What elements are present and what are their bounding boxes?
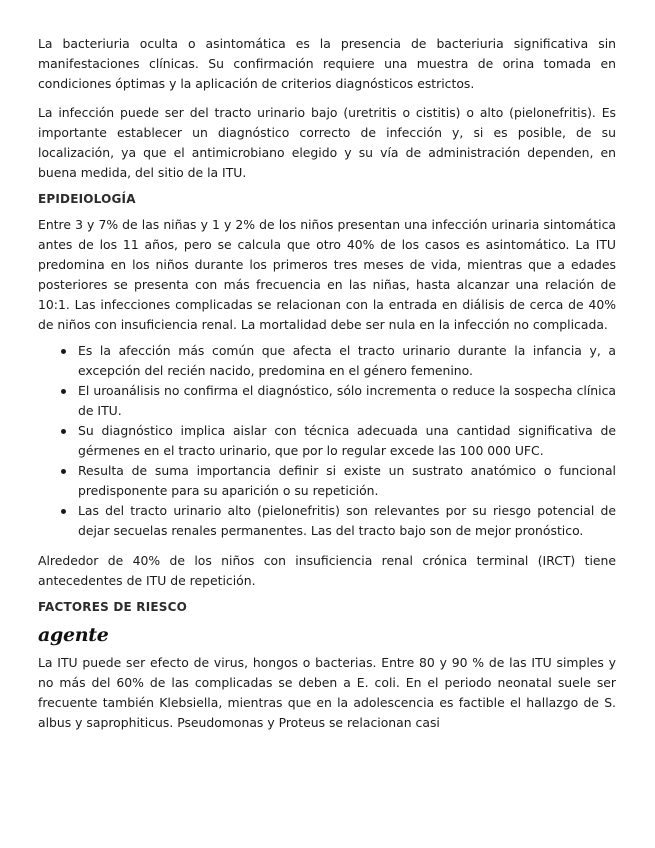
bullet-list (38, 341, 616, 541)
list-item (38, 421, 616, 461)
list-item-text: Su diagnóstico implica aislar con técnica adecuada una cantidad significativa de gérmenes en el tracto urinario, que por lo regular excede las 100 000 UFC. (78, 423, 616, 458)
list-item (38, 381, 616, 421)
list-item (38, 341, 616, 381)
bullet-icon (61, 349, 66, 354)
paragraph-agente: La ITU puede ser efecto de virus, hongos o bacterias. Entre 80 y 90 % de las ITU simples y no más del 60% de las complicadas se deben a E. coli. En el periodo neonatal suele ser frecuente también Klebsiella, mientras que en la adolescencia es factible el hallazgo de S. albus y saprophiticus. Pseudomonas y Proteus se relacionan casi (38, 655, 616, 730)
paragraph-epidemiologia: Entre 3 y 7% de las niñas y 1 y 2% de los niños presentan una infección urinaria sintomática antes de los 11 años, pero se calcula que otro 40% de los casos es asintomático. La ITU predomina en los niños durante los primeros tres meses de vida, mientras que a edades posteriores se presenta con más frecuencia en las niñas, hasta alcanzar una relación de 10:1. Las infecciones complicadas se relacionan con la entrada en diálisis de cerca de 40% de niños con insuficiencia renal. La mortalidad debe ser nula en la infección no complicada. (38, 217, 616, 332)
paragraph-infeccion: La infección puede ser del tracto urinario bajo (uretritis o cistitis) o alto (pielonefritis). Es importante establecer un diagnóstico correcto de infección y, si es posible, de su localización, ya que el antimicrobiano elegido y su vía de administración dependen, en buena medida, del sitio de la ITU. (38, 105, 616, 180)
paragraph-bacteriuria: La bacteriuria oculta o asintomática es la presencia de bacteriuria significativa sin manifestaciones clínicas. Su confirmación requiere una muestra de orina tomada en condiciones óptimas y la aplicación de criterios diagnósticos estrictos. (38, 36, 616, 91)
list-item (38, 461, 616, 501)
bullet-icon (61, 389, 66, 394)
list-item-text: Es la afección más común que afecta el tracto urinario durante la infancia y, a excepción del recién nacido, predomina en el género femenino. (78, 343, 616, 378)
heading-epidemiologia: EPIDEIOLOGÍA (38, 192, 136, 206)
subheading-agente: agente (38, 624, 109, 646)
list-item-text: Resulta de suma importancia definir si existe un sustrato anatómico o funcional predisponente para su aparición o su repetición. (78, 463, 616, 498)
paragraph-irct: Alrededor de 40% de los niños con insuficiencia renal crónica terminal (IRCT) tiene antecedentes de ITU de repetición. (38, 553, 616, 588)
bullet-icon (61, 509, 66, 514)
list-item (38, 501, 616, 541)
bullet-icon (61, 469, 66, 474)
list-item-text: El uroanálisis no confirma el diagnóstico, sólo incrementa o reduce la sospecha clínica de ITU. (78, 383, 616, 418)
document-page (38, 34, 616, 733)
list-item-text: Las del tracto urinario alto (pielonefritis) son relevantes por su riesgo potencial de dejar secuelas renales permanentes. Las del tracto bajo son de mejor pronóstico. (78, 503, 616, 538)
bullet-icon (61, 429, 66, 434)
heading-factores-riesgo: FACTORES DE RIESCO (38, 600, 188, 614)
